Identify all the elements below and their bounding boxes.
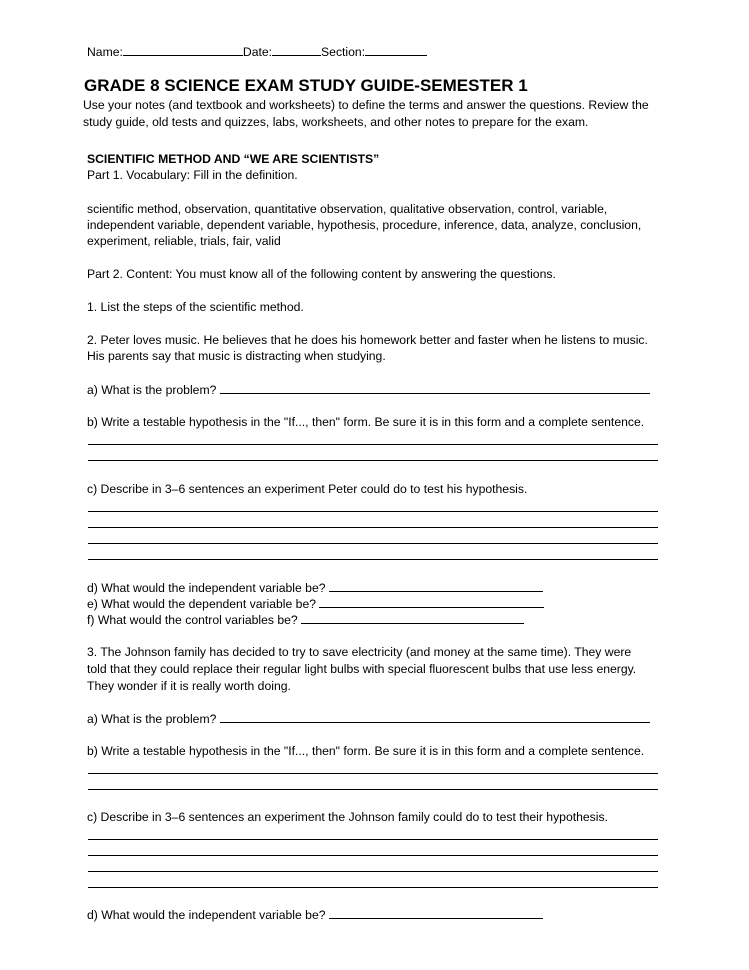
question-3-line-2: told that they could replace their regular light bulbs with special fluorescent bulbs that use less energy. <box>87 662 637 676</box>
q2-b-answer-line[interactable] <box>88 460 658 461</box>
q3-c-answer-line[interactable] <box>88 871 658 872</box>
q2-part-d-answer[interactable] <box>329 580 543 592</box>
header-fields <box>87 44 427 60</box>
q3-part-d-answer[interactable] <box>329 907 543 919</box>
section-blank[interactable] <box>365 44 427 56</box>
q2-c-answer-line[interactable] <box>88 543 658 544</box>
q3-part-a <box>87 711 650 727</box>
q3-c-answer-line[interactable] <box>88 855 658 856</box>
section-label: Section: <box>321 45 366 59</box>
intro-line-1: Use your notes (and textbook and worksheets) to define the terms and answer the questions. Review the <box>83 98 649 112</box>
q2-part-f-answer[interactable] <box>301 612 524 624</box>
q3-c-answer-line[interactable] <box>88 887 658 888</box>
q2-c-answer-line[interactable] <box>88 559 658 560</box>
q2-b-answer-line[interactable] <box>88 444 658 445</box>
q2-part-d-text: d) What would the independent variable be? <box>87 581 329 595</box>
page-title: GRADE 8 SCIENCE EXAM STUDY GUIDE-SEMESTER 1 <box>84 76 528 95</box>
date-blank[interactable] <box>272 44 321 56</box>
part2-label: Part 2. Content: You must know all of the following content by answering the questions. <box>87 267 556 281</box>
q2-part-d <box>87 580 543 596</box>
question-3-line-3: They wonder if it is really worth doing. <box>87 679 291 693</box>
q3-part-c: c) Describe in 3–6 sentences an experiment the Johnson family could do to test their hypothesis. <box>87 810 608 824</box>
q2-c-answer-line[interactable] <box>88 511 658 512</box>
date-label: Date: <box>242 45 273 59</box>
q2-part-e <box>87 596 544 612</box>
q2-c-answer-line[interactable] <box>88 527 658 528</box>
q2-part-f <box>87 612 524 628</box>
q3-b-answer-line[interactable] <box>88 773 658 774</box>
q3-part-a-text: a) What is the problem? <box>87 712 220 726</box>
q2-part-e-answer[interactable] <box>319 596 544 608</box>
intro-line-2: study guide, old tests and quizzes, labs, worksheets, and other notes to prepare for the exam. <box>83 115 589 129</box>
q2-part-f-text: f) What would the control variables be? <box>87 613 302 627</box>
q3-part-d-text: d) What would the independent variable be? <box>87 908 329 922</box>
q2-part-c: c) Describe in 3–6 sentences an experiment Peter could do to test his hypothesis. <box>87 482 528 496</box>
section-heading: SCIENTIFIC METHOD AND “WE ARE SCIENTISTS” <box>87 152 380 166</box>
vocab-terms-line-2: independent variable, dependent variable, hypothesis, procedure, inference, data, analyze, conclusion, <box>87 218 642 232</box>
q2-part-a <box>87 382 650 398</box>
question-3-line-1: 3. The Johnson family has decided to try to save electricity (and money at the same time). They were <box>87 645 632 659</box>
q2-part-a-answer[interactable] <box>220 382 650 394</box>
name-label: Name: <box>87 45 123 59</box>
q2-part-e-text: e) What would the dependent variable be? <box>87 597 320 611</box>
question-2-line-1: 2. Peter loves music. He believes that he does his homework better and faster when he listens to music. <box>87 333 648 347</box>
question-2-line-2: His parents say that music is distracting when studying. <box>87 349 386 363</box>
name-blank[interactable] <box>123 44 243 56</box>
q2-part-b: b) Write a testable hypothesis in the "If..., then" form. Be sure it is in this form and a complete sentence. <box>87 415 645 429</box>
q3-part-a-answer[interactable] <box>220 711 650 723</box>
vocab-terms-line-1: scientific method, observation, quantitative observation, qualitative observation, control, variable, <box>87 202 608 216</box>
part1-label: Part 1. Vocabulary: Fill in the definition. <box>87 168 298 182</box>
q2-part-a-text: a) What is the problem? <box>87 383 220 397</box>
q3-part-d <box>87 907 543 923</box>
question-1: 1. List the steps of the scientific method. <box>87 300 304 314</box>
vocab-terms-line-3: experiment, reliable, trials, fair, valid <box>87 234 281 248</box>
q3-part-b: b) Write a testable hypothesis in the "If..., then" form. Be sure it is in this form and a complete sentence. <box>87 744 645 758</box>
q3-b-answer-line[interactable] <box>88 789 658 790</box>
q3-c-answer-line[interactable] <box>88 839 658 840</box>
